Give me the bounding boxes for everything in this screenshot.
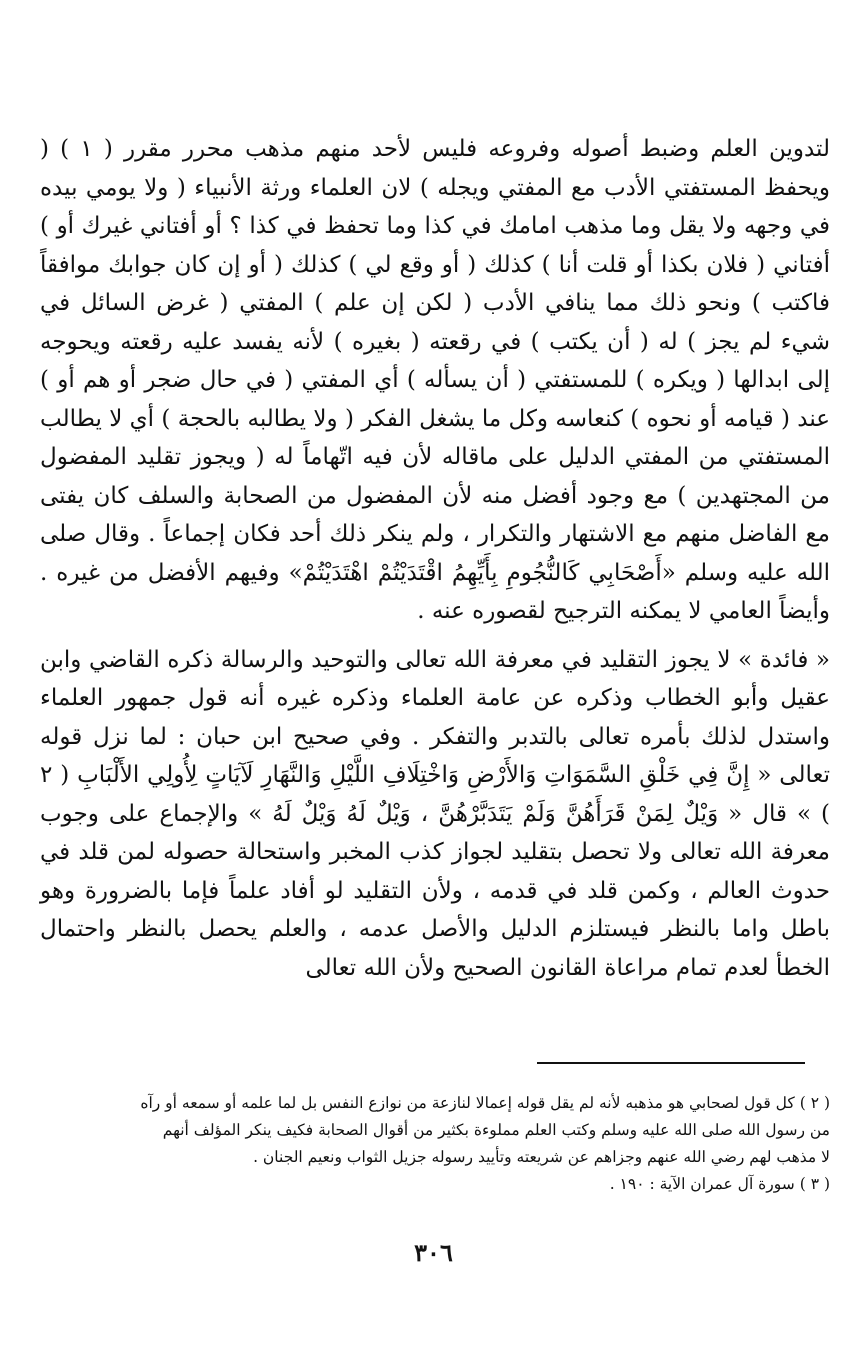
footnote-3: ( ٣ ) سورة آل عمران الآية : ١٩٠ . bbox=[609, 1175, 830, 1193]
footnote-2-line-2: من رسول الله صلى الله عليه وسلم وكتب العلم مملوءة بكثير من أقوال الصحابة فكيف ينكر المؤلف أنهم bbox=[162, 1121, 830, 1139]
footnote-separator bbox=[537, 1062, 805, 1064]
paragraph-faida-taqlid: « فائدة » لا يجوز التقليد في معرفة الله تعالى والتوحيد والرسالة ذكره القاضي وابن عقيل وأبو الخطاب وذكره عن عامة العلماء وذكره غيره أنه قول جمهور العلماء واستدل لذلك بأمره تعالى بالتدبر والتفكر . وفي صحيح ابن حبان : لما نزل قوله تعالى « إِنَّ فِي خَلْقِ السَّمَوَاتِ وَالأَرْضِ وَاخْتِلَافِ اللَّيْلِ وَالنَّهَارِ لَآيَاتٍ لِأُولِي الأَلْبَابِ ( ٢ ) » قال « وَيْلٌ لِمَنْ قَرَأَهُنَّ وَلَمْ يَتَدَبَّرْهُنَّ ، وَيْلٌ لَهُ وَيْلٌ لَهُ » والإجماع على وجوب معرفة الله تعالى ولا تحصل بتقليد لجواز كذب المخبر واستحالة حصوله لمن قلد في حدوث العالم ، وكمن قلد في قدمه ، ولأن التقليد لو أفاد علماً فإما بالضرورة وهو باطل واما بالنظر فيستلزم الدليل والأصل عدمه ، والعلم يحصل بالنظر واحتمال الخطأ لعدم تمام مراعاة القانون الصحيح ولأن الله تعالى bbox=[40, 646, 830, 981]
paragraph-mustafti-etiquette: لتدوين العلم وضبط أصوله وفروعه فليس لأحد منهم مذهب محرر مقرر ( ١ ) ( ويحفظ المستفتي الأدب مع المفتي ويجله ) لان العلماء ورثة الأنبياء ( ولا يومي بيده في وجهه ولا يقل وما مذهب امامك في كذا وما تحفظ في كذا ؟ أو أفتاني غيرك أو ) أفتاني ( فلان بكذا أو قلت أنا ) كذلك ( أو وقع لي ) كذلك ( أو إن كان جوابك موافقاً فاكتب ) ونحو ذلك مما ينافي الأدب ( لكن إن علم ) المفتي ( غرض السائل في شيء لم يجز ) له ( أن يكتب ) في رقعته ( بغيره ) لأنه يفسد عليه رقعته ويحوجه إلى ابدالها ( ويكره ) للمستفتي ( أن يسأله ) أي المفتي ( في حال ضجر أو هم أو ) عند ( قيامه أو نحوه ) كنعاسه وكل ما يشغل الفكر ( ولا يطالبه بالحجة ) أي لا يطالب المستفتي من المفتي الدليل على ماقاله لأن فيه اتّهاماً له ( ويجوز تقليد المفضول من المجتهدين ) مع وجود أفضل منه لأن المفضول من الصحابة والسلف كان يفتى مع الفاضل منهم مع الاشتهار والتكرار ، ولم ينكر ذلك أحد فكان إجماعاً . وقال صلى الله عليه وسلم «أَصْحَابِي كَالنُّجُومِ بِأَيِّهِمُ اقْتَدَيْتُمْ اهْتَدَيْتُمْ» وفيهم الأفضل من غيره . وأيضاً العامي لا يمكنه الترجيح لقصوره عنه . bbox=[40, 136, 830, 624]
main-text bbox=[40, 130, 830, 987]
footnotes bbox=[40, 1090, 830, 1198]
footnote-2-line-1: ( ٢ ) كل قول لصحابي هو مذهبه لأنه لم يقل قوله إعمالا لنازعة من نوازع النفس بل لما علمه أو سمعه أو رآه bbox=[140, 1094, 830, 1112]
footnote-2-line-3: لا مذهب لهم رضي الله عنهم وجزاهم عن شريعته وتأييد رسوله جزيل الثواب ونعيم الجنان . bbox=[253, 1148, 830, 1166]
page-number: ٣٠٦ bbox=[414, 1238, 453, 1267]
